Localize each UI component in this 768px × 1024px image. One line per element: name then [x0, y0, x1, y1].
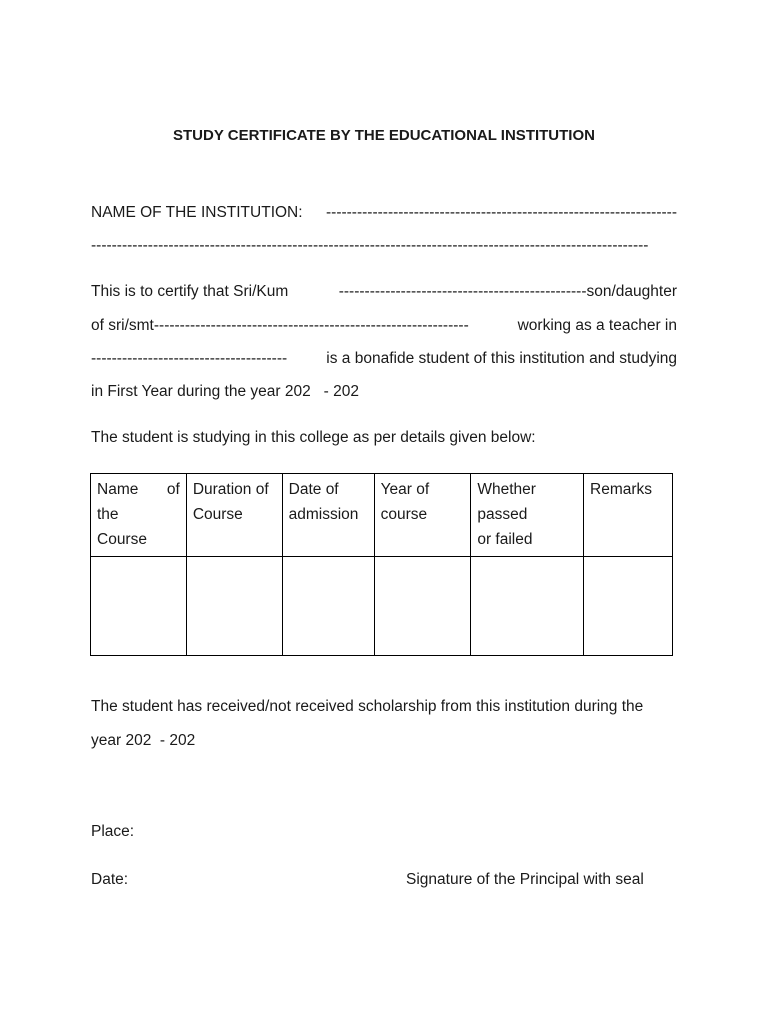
header-name-of-course [91, 474, 187, 557]
course-details-table [90, 473, 673, 656]
header-remarks-label: Remarks [590, 481, 653, 498]
scholarship-line-2 [91, 732, 677, 750]
institution-label: NAME OF THE INSTITUTION: [91, 204, 303, 221]
details-intro [91, 429, 677, 447]
date-label: Date: [91, 871, 129, 888]
header-duration-line-2: Course [192, 506, 243, 523]
header-the-word: the [97, 506, 119, 523]
cell-remarks [584, 557, 673, 656]
signature-label: Signature of the Principal with seal [406, 871, 644, 888]
header-whether-passed-or-failed [471, 474, 584, 557]
institution-blank-1: -------------------------------------------------------------------- [326, 204, 677, 221]
institution-line-1 [91, 204, 677, 222]
header-duration-of-course [186, 474, 282, 557]
certify-text-1: This is to certify that Sri/Kum [91, 283, 289, 300]
teacher-text: working as a teacher in [517, 317, 677, 334]
institution-line-2 [91, 237, 677, 255]
header-duration-line-1: Duration of [192, 481, 269, 498]
certify-line-2 [91, 317, 677, 335]
institution-blank-2: ------------------------------------------------------------------------------------------------------------ [91, 237, 649, 254]
header-year-line-1: Year of [380, 481, 430, 498]
header-year-of-course [374, 474, 471, 557]
header-name-word: Name [97, 481, 139, 498]
header-whether-line-2: passed [477, 506, 528, 523]
certify-text-2-group [91, 317, 469, 335]
header-year-line-2: course [380, 506, 428, 523]
place-label: Place: [91, 823, 135, 840]
bonafide-text: is a bonafide student of this institution and studying [326, 350, 677, 367]
son-daughter-text: son/daughter [586, 283, 677, 300]
table-header-row [91, 474, 673, 557]
parent-name-blank: ------------------------------------------------------------- [153, 317, 469, 334]
first-year-text: in First Year during the year 202 - 202 [91, 383, 359, 400]
table-row [91, 557, 673, 656]
header-remarks [584, 474, 673, 557]
header-whether-line-1: Whether [477, 481, 536, 498]
header-of-word: of [166, 481, 180, 498]
principal-signature [406, 871, 644, 889]
cell-year-of-course [374, 557, 471, 656]
header-course-word: Course [97, 531, 147, 548]
certify-line-1 [91, 283, 677, 301]
date-line [91, 871, 291, 889]
certify-line-3 [91, 350, 677, 368]
student-name-blank: ------------------------------------------------ [338, 283, 587, 300]
header-date-line-2: admission [288, 506, 359, 523]
header-whether-line-3: or failed [477, 531, 533, 548]
document-title: STUDY CERTIFICATE BY THE EDUCATIONAL INSTITUTION [173, 127, 595, 144]
certify-line-4 [91, 383, 677, 401]
cell-date-of-admission [282, 557, 374, 656]
scholarship-text-1: The student has received/not received scholarship from this institution during the [91, 698, 644, 715]
header-date-line-1: Date of [288, 481, 339, 498]
header-date-of-admission [282, 474, 374, 557]
place-line [91, 823, 677, 841]
cell-passed-or-failed [471, 557, 584, 656]
parent-label: of sri/smt [91, 317, 154, 334]
cell-duration [186, 557, 282, 656]
details-intro-text: The student is studying in this college as per details given below: [91, 429, 536, 446]
scholarship-line-1 [91, 698, 677, 716]
cell-name-of-course [91, 557, 187, 656]
school-name-blank: -------------------------------------- [91, 350, 288, 367]
scholarship-text-2: year 202 - 202 [91, 732, 196, 749]
